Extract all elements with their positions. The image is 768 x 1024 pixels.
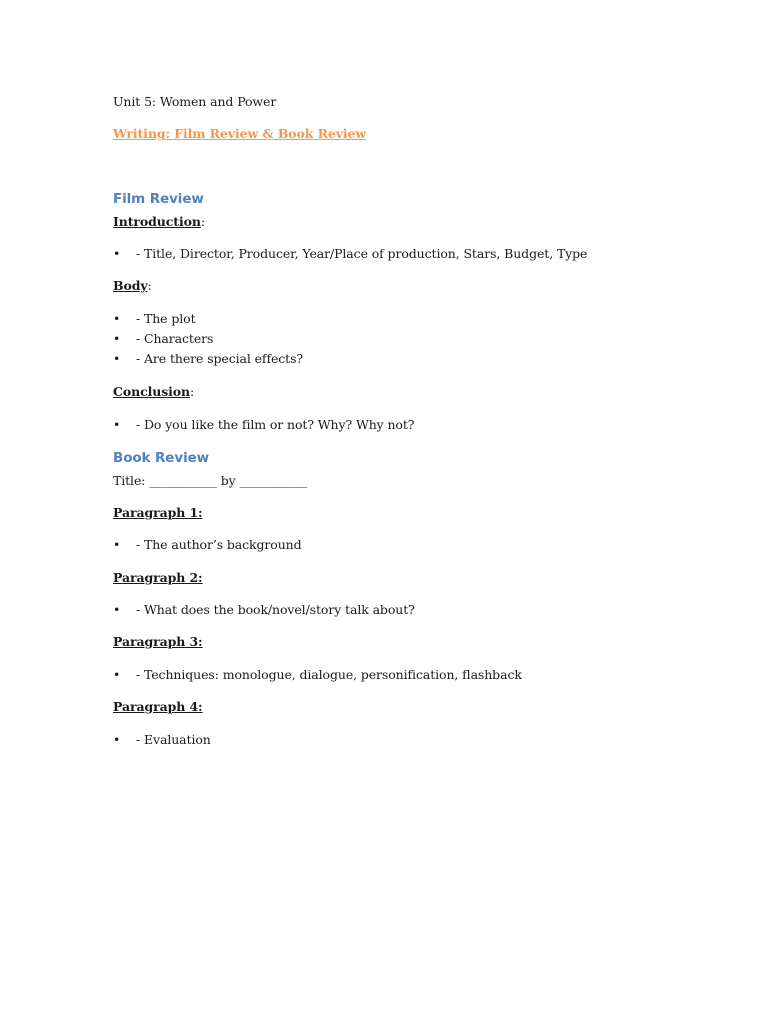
paragraph-4-label: Paragraph 4:	[113, 699, 203, 714]
body-colon: :	[147, 278, 152, 293]
paragraph-1-label: Paragraph 1:	[113, 505, 203, 520]
list-item-text: - Do you like the film or not? Why? Why not?	[136, 417, 415, 432]
introduction-label: Introduction	[113, 214, 201, 229]
bullet-icon: •	[113, 667, 121, 682]
bullet-icon: •	[113, 331, 121, 346]
conclusion-colon: :	[190, 384, 195, 399]
body-label-line	[113, 278, 152, 294]
introduction-colon: :	[200, 214, 205, 229]
bullet-icon: •	[113, 602, 121, 617]
bullet-icon: •	[113, 537, 121, 552]
list-item-text: - Title, Director, Producer, Year/Place of production, Stars, Budget, Type	[136, 246, 588, 261]
bullet-icon: •	[113, 732, 121, 747]
paragraph-2-label: Paragraph 2:	[113, 570, 203, 585]
paragraph-3-label: Paragraph 3:	[113, 634, 203, 649]
list-item-text: - The plot	[136, 311, 196, 326]
book-review-heading: Book Review	[113, 450, 210, 466]
list-item-text: - Are there special effects?	[136, 351, 304, 366]
bullet-icon: •	[113, 351, 121, 366]
unit-title: Unit 5: Women and Power	[113, 94, 277, 109]
list-item-text: - What does the book/novel/story talk about?	[136, 602, 415, 617]
body-label: Body	[113, 278, 148, 293]
film-review-heading: Film Review	[113, 191, 204, 207]
introduction-label-line	[113, 214, 205, 230]
list-item-text: - Evaluation	[136, 732, 211, 747]
book-title-line: Title: ___________ by ___________	[113, 473, 308, 488]
list-item-text: - The author’s background	[136, 537, 302, 552]
list-item-text: - Techniques: monologue, dialogue, personification, flashback	[136, 667, 522, 682]
conclusion-label-line	[113, 384, 194, 400]
bullet-icon: •	[113, 417, 121, 432]
document-subtitle: Writing: Film Review & Book Review	[113, 126, 367, 141]
bullet-icon: •	[113, 311, 121, 326]
conclusion-label: Conclusion	[113, 384, 191, 399]
list-item-text: - Characters	[136, 331, 214, 346]
bullet-icon: •	[113, 246, 121, 261]
